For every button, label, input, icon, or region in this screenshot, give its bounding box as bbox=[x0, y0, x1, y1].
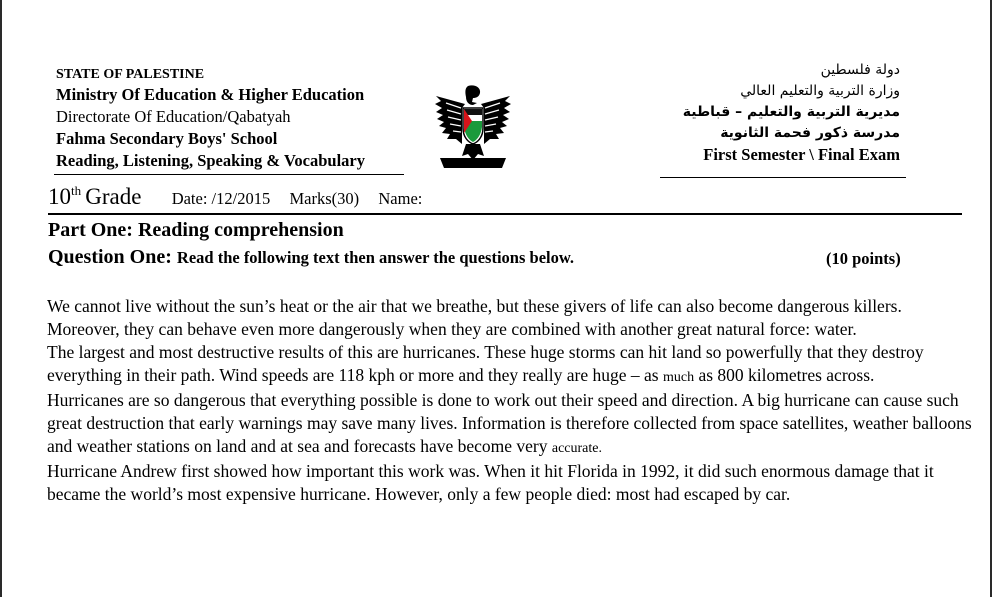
passage-paragraph: Hurricane Andrew first showed how important this work was. When it hit Florida in 1992, it did such enormous damage that it became the world’s most expensive hurricane. However, only a few people died: most had escaped by car. bbox=[47, 461, 934, 504]
grade-number: 10 bbox=[48, 184, 71, 209]
grade-word: Grade bbox=[85, 184, 142, 209]
subject-name: Reading, Listening, Speaking & Vocabulary bbox=[56, 151, 365, 170]
palestine-eagle-emblem-icon bbox=[432, 84, 514, 176]
question-heading bbox=[48, 246, 574, 269]
reading-passage bbox=[47, 295, 977, 506]
exam-marks: Marks(30) bbox=[289, 189, 360, 208]
exam-date: Date: /12/2015 bbox=[171, 189, 271, 208]
school-name-arabic: مدرسة ذكور فحمة الثانوية bbox=[720, 125, 900, 141]
passage-paragraph: We cannot live without the sun’s heat or the air that we breathe, but these givers of life can also become dangerous killers. Moreover, they can behave even more dangerously when they are combined with another great natural force: water. bbox=[47, 296, 902, 339]
student-name-label: Name: bbox=[378, 189, 423, 208]
grade-suffix: th bbox=[71, 183, 82, 198]
page-border-left bbox=[0, 0, 2, 597]
header-right bbox=[600, 60, 900, 166]
passage-paragraph: Hurricanes are so dangerous that everything possible is done to work out their speed and direction. A big hurricane can cause such great destruction that early warnings may save many lives. Information is therefore collected from space satellites, weather balloons and weather stations on land and at sea and forecasts have become very accurate. bbox=[47, 390, 972, 456]
directorate-name-arabic: مديرية التربية والتعليم – قباطية bbox=[682, 104, 900, 120]
header-divider bbox=[48, 213, 962, 215]
question-instruction: Read the following text then answer the questions below. bbox=[176, 248, 574, 267]
question-label: Question One: bbox=[48, 246, 172, 268]
subject-underline bbox=[54, 174, 404, 175]
exam-title-underline bbox=[660, 177, 906, 178]
school-name: Fahma Secondary Boys' School bbox=[56, 129, 278, 148]
passage-paragraph: The largest and most destructive results of this are hurricanes. These huge storms can hit land so powerfully that they destroy everything in their path. Wind speeds are 118 kph or more and they really are huge – as much as 800 kilometres across. bbox=[47, 342, 924, 385]
state-name-arabic: دولة فلسطين bbox=[820, 62, 900, 78]
exam-title: First Semester \ Final Exam bbox=[703, 145, 900, 164]
ministry-name-arabic: وزارة التربية والتعليم العالي bbox=[740, 83, 900, 99]
header-left bbox=[56, 66, 416, 172]
part-title: Part One: Reading comprehension bbox=[48, 219, 344, 241]
directorate-name: Directorate Of Education/Qabatyah bbox=[56, 107, 291, 126]
ministry-name: Ministry Of Education & Higher Education bbox=[56, 85, 365, 104]
state-name: STATE OF PALESTINE bbox=[56, 67, 205, 82]
question-points: (10 points) bbox=[826, 249, 901, 268]
exam-info-line bbox=[48, 183, 422, 210]
